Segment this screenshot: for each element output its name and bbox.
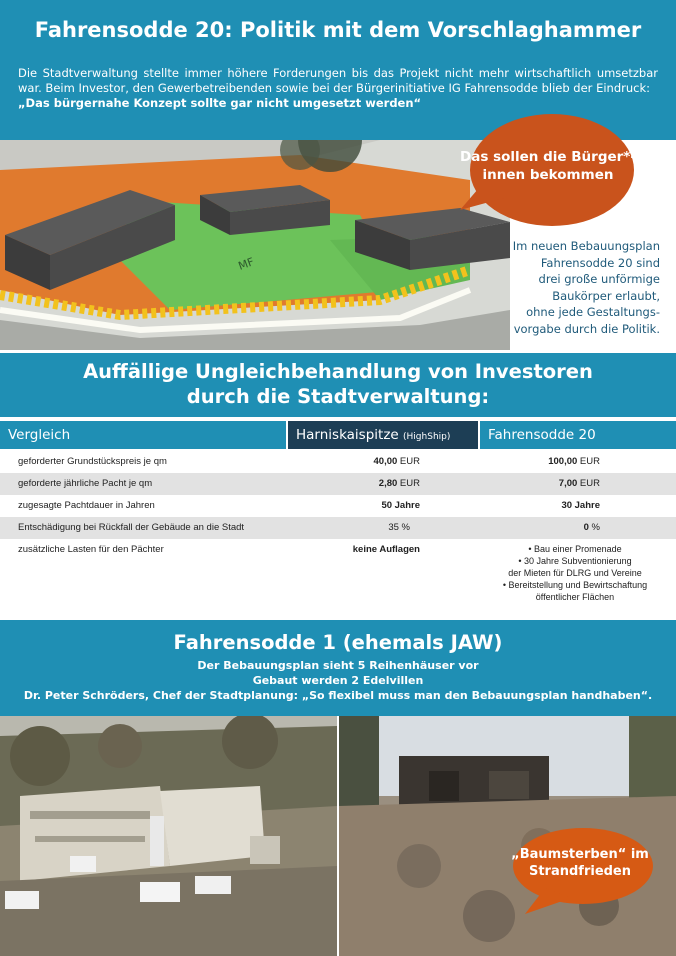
table-row <box>0 473 676 495</box>
row-label: Entschädigung bei Rückfall der Gebäude an die Stadt <box>18 522 245 533</box>
row-value-harniskaispitze: 50 Jahre <box>381 500 420 511</box>
col-header-fahrensodde <box>480 421 676 449</box>
table-row <box>0 539 676 609</box>
col-header-comparison <box>0 421 286 449</box>
bubble2-line1: „Baumsterben“ im <box>511 847 649 862</box>
row-value-fahrensodde-list <box>470 543 676 603</box>
section-1-intro <box>18 66 658 111</box>
section-2-title <box>0 359 676 409</box>
side-note-line: Fahrensodde 20 sind <box>540 255 660 270</box>
table-row <box>0 451 676 473</box>
section-2-title-line2: durch die Stadtverwaltung: <box>186 385 490 408</box>
row-value-harniskaispitze: 2,80 EUR <box>378 478 420 489</box>
row-value-fahrensodde: 0 % <box>583 522 600 533</box>
row-value-fahrensodde: 7,00 EUR <box>558 478 600 489</box>
section-2-title-line1: Auffällige Ungleichbehandlung von Investoren <box>83 360 593 383</box>
row-label: zusätzliche Lasten für den Pächter <box>18 544 164 555</box>
speech-bubble-citizens <box>460 110 636 228</box>
row-value-harniskaispitze: 35 % <box>388 522 410 533</box>
section-3-subtitle <box>0 658 676 703</box>
table-row <box>0 517 676 539</box>
list-item: • Bau einer Promenade <box>528 544 622 554</box>
intro-quote: „Das bürgernahe Konzept sollte gar nicht umgesetzt werden“ <box>18 96 422 110</box>
bubble2-line2: Strandfrieden <box>528 864 632 879</box>
row-value-harniskaispitze: 40,00 EUR <box>373 456 420 467</box>
col-header-harniskaispitze-label: Harniskaispitze <box>296 427 399 443</box>
bubble1-line1: Das sollen die Bürger*- <box>460 149 636 165</box>
side-note-line: ohne jede Gestaltungs- <box>526 305 660 319</box>
render-mf-label: MF <box>236 255 256 273</box>
col-header-comparison-label: Vergleich <box>8 427 71 443</box>
side-note-line: Im neuen Bebauungsplan <box>512 239 660 253</box>
section-1-title: Fahrensodde 20: Politik mit dem Vorschlaghammer <box>34 18 642 42</box>
row-label: geforderter Grundstückspreis je qm <box>18 456 167 467</box>
side-note-line: drei große unförmige <box>538 272 660 286</box>
section-3-sub-line: Der Bebauungsplan sieht 5 Reihenhäuser vor <box>197 659 479 672</box>
section-3-sub-line: Dr. Peter Schröders, Chef der Stadtplanung: „So flexibel muss man den Bebauungsplan handhaben“. <box>23 689 653 702</box>
comparison-table-header <box>0 421 676 449</box>
section-3-title: Fahrensodde 1 (ehemals JAW) <box>173 631 503 654</box>
row-value-fahrensodde: 100,00 EUR <box>548 456 600 467</box>
row-label: geforderte jährliche Pacht je qm <box>18 478 153 489</box>
speech-bubble-tree-dying <box>505 826 655 914</box>
intro-text: Die Stadtverwaltung stellte immer höhere Forderungen bis das Projekt nicht mehr wirtschaftlich umsetzbar war. Beim Investor, den Gewerbetreibenden sowie bei der Bürgerinitiative IG Fahrensodde blieb der Eindruck: <box>18 66 658 95</box>
header-section-3 <box>0 620 676 716</box>
side-note-line: vorgabe durch die Politik. <box>513 321 660 336</box>
side-note <box>500 238 660 337</box>
col-header-fahrensodde-label: Fahrensodde 20 <box>488 427 596 443</box>
row-value-harniskaispitze: keine Auflagen <box>352 544 420 555</box>
row-label: zugesagte Pachtdauer in Jahren <box>18 500 155 511</box>
header-section-2 <box>0 353 676 417</box>
row-value-fahrensodde: 30 Jahre <box>561 500 600 511</box>
col-header-harniskaispitze <box>288 421 478 449</box>
list-item: öffentlicher Flächen <box>535 592 615 602</box>
section-3-sub-line: Gebaut werden 2 Edelvillen <box>252 674 424 687</box>
list-item: • Bereitstellung und Bewirtschaftung <box>502 580 648 590</box>
construction-site-photo <box>0 716 337 956</box>
col-header-harniskaispitze-sub: (HighShip) <box>403 432 451 442</box>
bubble1-line2: innen bekommen <box>482 167 614 183</box>
building-rendering-image <box>0 140 510 350</box>
table-row <box>0 495 676 517</box>
side-note-line: Baukörper erlaubt, <box>552 288 660 303</box>
list-item: • 30 Jahre Subventionierung <box>518 556 632 566</box>
list-item: der Mieten für DLRG und Vereine <box>508 568 642 578</box>
